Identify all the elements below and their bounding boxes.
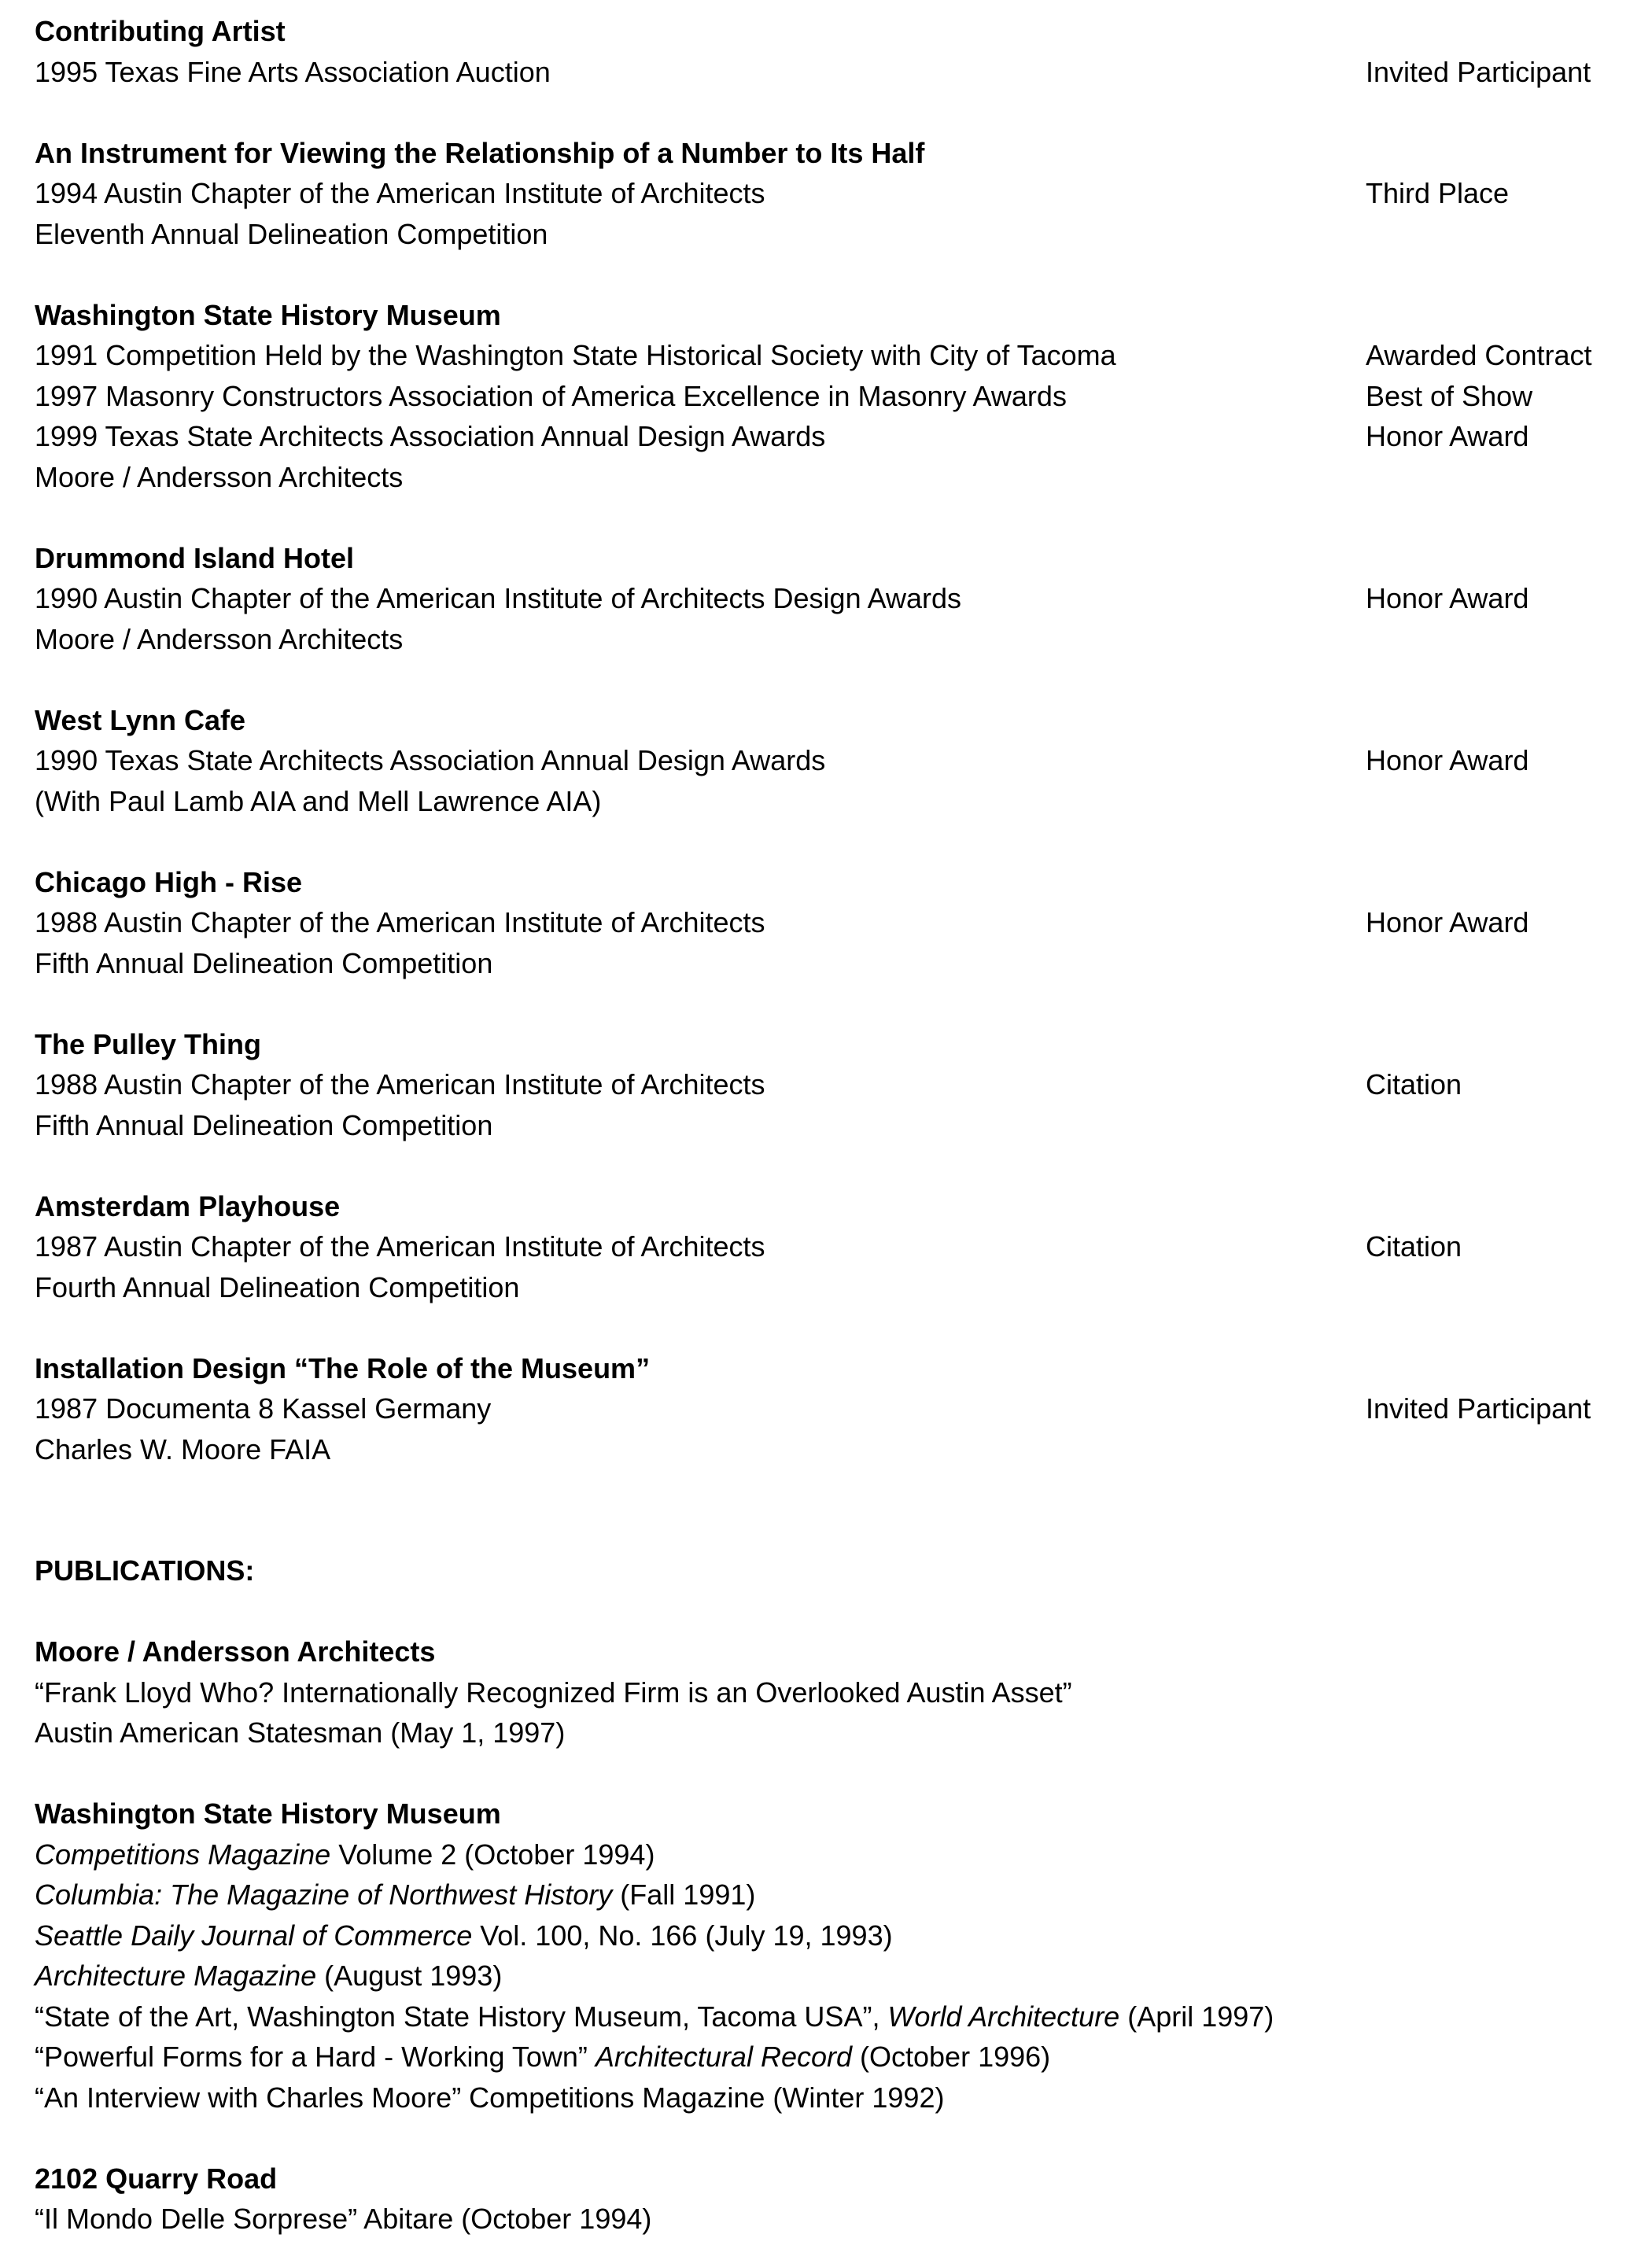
award-description: 1990 Texas State Architects Association Annual Design Awards xyxy=(35,744,826,776)
award-title: West Lynn Cafe xyxy=(35,703,246,736)
award-description: Fifth Annual Delineation Competition xyxy=(35,946,493,979)
award-title: An Instrument for Viewing the Relationship of a Number to Its Half xyxy=(35,136,925,169)
publication-article: “Powerful Forms for a Hard - Working Town” xyxy=(35,2041,596,2073)
publication-line xyxy=(35,1915,1624,1956)
award-description: (With Paul Lamb AIA and Mell Lawrence AIA) xyxy=(35,784,602,817)
award-title: Contributing Artist xyxy=(35,15,286,47)
award-description: Charles W. Moore FAIA xyxy=(35,1432,331,1465)
publications-heading: PUBLICATIONS: xyxy=(35,1554,255,1587)
publication-source: Architecture Magazine xyxy=(35,1960,317,1992)
award-line xyxy=(35,740,1624,781)
award-line xyxy=(35,214,1624,255)
award-line xyxy=(35,943,1624,984)
publication-source: Competitions Magazine xyxy=(35,1838,331,1871)
award-line xyxy=(35,1267,1624,1308)
award-line xyxy=(35,781,1624,822)
publication-title: 2102 Quarry Road xyxy=(35,2162,278,2195)
award-line xyxy=(35,1064,1624,1105)
award-description: Moore / Andersson Architects xyxy=(35,460,404,493)
award-line xyxy=(35,335,1624,376)
publication-source: Architectural Record xyxy=(595,2041,853,2073)
award-line xyxy=(35,1388,1624,1429)
publication-line: Austin American Statesman (May 1, 1997) xyxy=(35,1716,566,1749)
award-description: 1988 Austin Chapter of the American Institute of Architects xyxy=(35,906,765,938)
publication-detail: (April 1997) xyxy=(1119,2000,1274,2033)
award-line xyxy=(35,619,1624,660)
publication-detail: (Fall 1991) xyxy=(612,1878,756,1911)
award-description: 1987 Austin Chapter of the American Institute of Architects xyxy=(35,1230,765,1263)
publication-source: World Architecture xyxy=(887,2000,1120,2033)
award-description: Fourth Annual Delineation Competition xyxy=(35,1270,520,1303)
publication-title: Moore / Andersson Architects xyxy=(35,1635,436,1668)
award-description: 1995 Texas Fine Arts Association Auction xyxy=(35,55,551,88)
award-title: Installation Design “The Role of the Museum” xyxy=(35,1351,651,1384)
publication-source: Columbia: The Magazine of Northwest History xyxy=(35,1878,613,1911)
award-result: Honor Award xyxy=(1366,582,1529,614)
award-description: 1990 Austin Chapter of the American Institute of Architects Design Awards xyxy=(35,582,961,614)
award-description: 1999 Texas State Architects Association Annual Design Awards xyxy=(35,420,826,452)
award-description: Fifth Annual Delineation Competition xyxy=(35,1108,493,1141)
publication-line xyxy=(35,1834,1624,1875)
publication-detail: (August 1993) xyxy=(316,1960,503,1992)
award-description: 1997 Masonry Constructors Association of America Excellence in Masonry Awards xyxy=(35,379,1067,412)
award-description: Moore / Andersson Architects xyxy=(35,622,404,655)
publication-detail: (October 1996) xyxy=(852,2041,1051,2073)
resume-page xyxy=(35,11,1624,2240)
award-line xyxy=(35,416,1624,457)
award-description: 1988 Austin Chapter of the American Institute of Architects xyxy=(35,1068,765,1101)
award-line xyxy=(35,902,1624,943)
publication-title: Washington State History Museum xyxy=(35,1797,501,1830)
award-title: Amsterdam Playhouse xyxy=(35,1189,341,1222)
award-result: Honor Award xyxy=(1366,906,1529,938)
publication-line: “An Interview with Charles Moore” Competitions Magazine (Winter 1992) xyxy=(35,2081,945,2114)
publication-line xyxy=(35,1996,1624,2037)
award-line xyxy=(35,1226,1624,1267)
publication-line: “Frank Lloyd Who? Internationally Recognized Firm is an Overlooked Austin Asset” xyxy=(35,1676,1072,1709)
award-title: Chicago High - Rise xyxy=(35,865,303,898)
publication-line xyxy=(35,1875,1624,1915)
award-result: Honor Award xyxy=(1366,420,1529,452)
award-line xyxy=(35,173,1624,214)
publication-source: Seattle Daily Journal of Commerce xyxy=(35,1919,473,1952)
award-title: Drummond Island Hotel xyxy=(35,541,355,574)
publication-line: “Il Mondo Delle Sorprese” Abitare (October 1994) xyxy=(35,2203,652,2235)
award-result: Citation xyxy=(1366,1068,1462,1101)
award-result: Best of Show xyxy=(1366,379,1533,412)
publication-article: “State of the Art, Washington State History Museum, Tacoma USA”, xyxy=(35,2000,888,2033)
award-line xyxy=(35,1429,1624,1470)
publication-line xyxy=(35,2037,1624,2078)
award-description: 1987 Documenta 8 Kassel Germany xyxy=(35,1392,492,1425)
award-result: Citation xyxy=(1366,1230,1462,1263)
award-description: 1994 Austin Chapter of the American Institute of Architects xyxy=(35,177,765,209)
award-line xyxy=(35,376,1624,417)
award-title: Washington State History Museum xyxy=(35,298,501,331)
award-description: Eleventh Annual Delineation Competition xyxy=(35,217,548,250)
publication-detail: Volume 2 (October 1994) xyxy=(330,1838,655,1871)
publication-line xyxy=(35,1956,1624,1996)
award-result: Honor Award xyxy=(1366,744,1529,776)
award-result: Invited Participant xyxy=(1366,1392,1591,1425)
award-line xyxy=(35,457,1624,498)
award-result: Third Place xyxy=(1366,177,1510,209)
award-line xyxy=(35,52,1624,93)
award-line xyxy=(35,578,1624,619)
award-title: The Pulley Thing xyxy=(35,1027,262,1060)
award-description: 1991 Competition Held by the Washington State Historical Society with City of Tacoma xyxy=(35,339,1116,371)
publication-detail: Vol. 100, No. 166 (July 19, 1993) xyxy=(472,1919,893,1952)
award-result: Invited Participant xyxy=(1366,55,1591,88)
award-result: Awarded Contract xyxy=(1366,339,1592,371)
award-line xyxy=(35,1105,1624,1146)
